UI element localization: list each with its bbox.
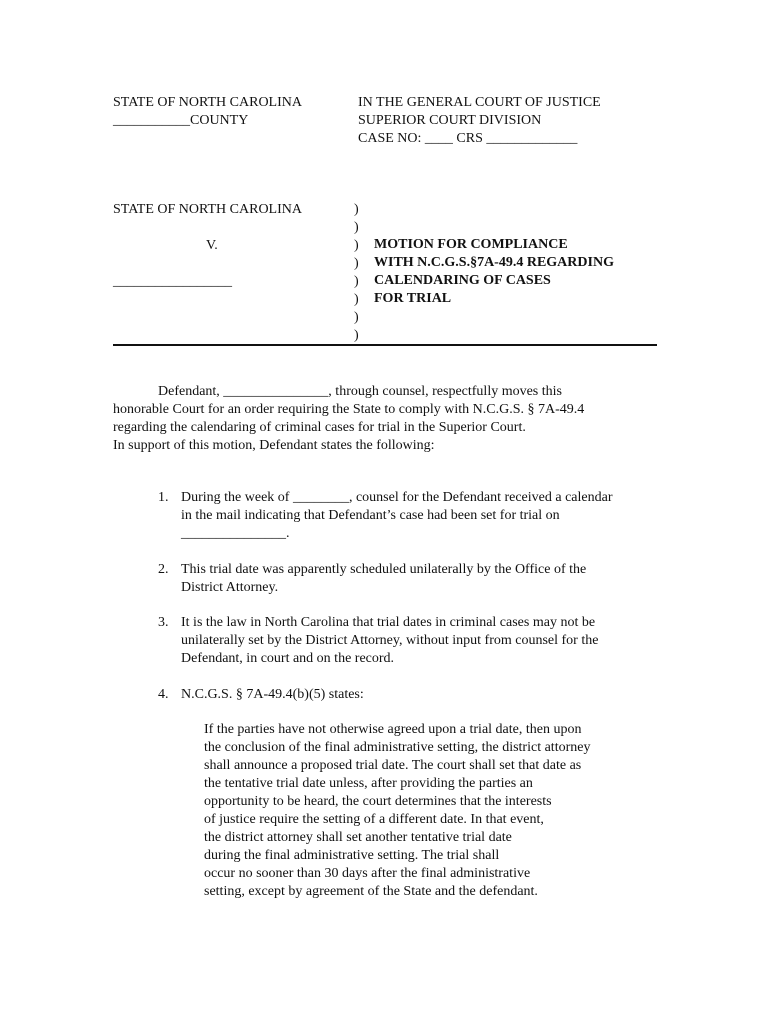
item-number: 1. (158, 490, 169, 505)
quote-line: opportunity to be heard, the court determines that the interests (204, 794, 552, 809)
caption-bracket (354, 201, 364, 345)
paren: ) (354, 202, 359, 217)
item-body (181, 686, 364, 704)
paren: ) (354, 274, 359, 289)
quote-line: the conclusion of the final administrative setting, the district attorney (204, 740, 591, 755)
defendant-blank: _________________ (113, 274, 232, 289)
division-caption: SUPERIOR COURT DIVISION (358, 113, 542, 128)
item-line: in the mail indicating that Defendant’s case had been set for trial on (181, 508, 560, 523)
state-caption: STATE OF NORTH CAROLINA (113, 95, 302, 110)
intro-line: regarding the calendaring of criminal cases for trial in the Superior Court. (113, 420, 526, 435)
court-caption: IN THE GENERAL COURT OF JUSTICE (358, 95, 601, 110)
quote-line: If the parties have not otherwise agreed upon a trial date, then upon (204, 722, 582, 737)
paren: ) (354, 328, 359, 343)
item-number: 4. (158, 687, 169, 702)
item-body (181, 561, 586, 597)
motion-title-line: CALENDARING OF CASES (374, 273, 551, 288)
item-line: It is the law in North Carolina that trial dates in criminal cases may not be (181, 615, 596, 630)
item-line: During the week of ________, counsel for the Defendant received a calendar (181, 490, 613, 505)
item-line: Defendant, in court and on the record. (181, 651, 395, 666)
quote-line: occur no sooner than 30 days after the final administrative (204, 866, 531, 881)
motion-title-line: FOR TRIAL (374, 291, 452, 306)
paren: ) (354, 292, 359, 307)
plaintiff-name: STATE OF NORTH CAROLINA (113, 202, 302, 217)
intro-line: honorable Court for an order requiring the State to comply with N.C.G.S. § 7A-49.4 (113, 402, 585, 417)
quote-line: the district attorney shall set another tentative trial date (204, 830, 512, 845)
versus-label: V. (206, 238, 218, 253)
intro-line: Defendant, _______________, through counsel, respectfully moves this (158, 384, 562, 399)
county-caption: ___________COUNTY (113, 113, 249, 128)
item-number: 2. (158, 562, 169, 577)
item-line: This trial date was apparently scheduled unilaterally by the Office of the (181, 562, 587, 577)
quote-line: shall announce a proposed trial date. The court shall set that date as (204, 758, 582, 773)
motion-title-line: MOTION FOR COMPLIANCE (374, 237, 568, 252)
case-number: CASE NO: ____ CRS _____________ (358, 131, 578, 146)
statute-quote (204, 721, 590, 901)
quote-line: setting, except by agreement of the State and the defendant. (204, 884, 538, 899)
quote-line: of justice require the setting of a different date. In that event, (204, 812, 544, 827)
item-line: District Attorney. (181, 580, 279, 595)
paren: ) (354, 310, 359, 325)
item-line: _______________. (181, 526, 290, 541)
intro-paragraph (113, 383, 584, 455)
paren: ) (354, 238, 359, 253)
paren: ) (354, 220, 359, 235)
caption-divider (113, 344, 657, 346)
item-number: 3. (158, 615, 169, 630)
paren: ) (354, 256, 359, 271)
item-line: unilaterally set by the District Attorney, without input from counsel for the (181, 633, 599, 648)
quote-line: the tentative trial date unless, after providing the parties an (204, 776, 533, 791)
quote-line: during the final administrative setting. The trial shall (204, 848, 500, 863)
item-line: N.C.G.S. § 7A-49.4(b)(5) states: (181, 687, 364, 702)
item-body (181, 489, 613, 543)
intro-line: In support of this motion, Defendant states the following: (113, 438, 435, 453)
item-body (181, 614, 598, 668)
motion-title (374, 236, 614, 308)
motion-title-line: WITH N.C.G.S.§7A-49.4 REGARDING (374, 255, 614, 270)
